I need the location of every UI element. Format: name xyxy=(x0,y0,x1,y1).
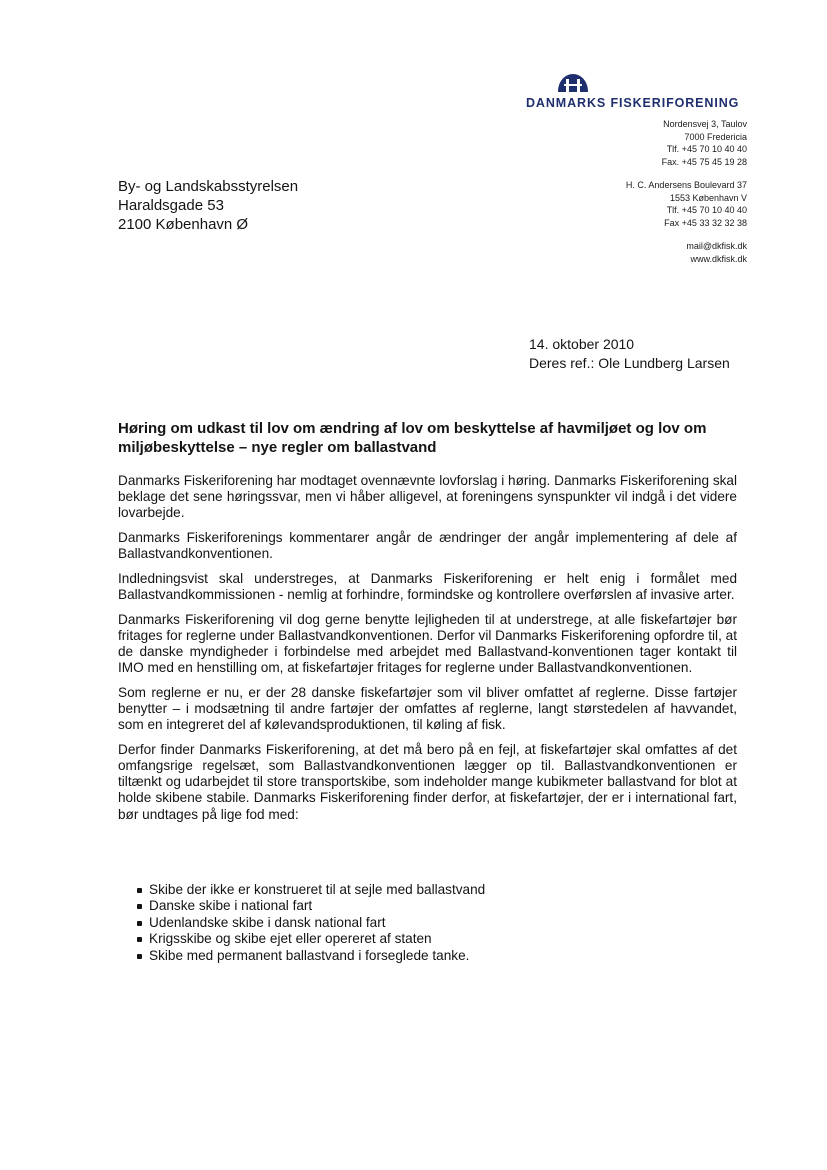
anchor-boat-icon xyxy=(556,72,590,94)
reference-line: Deres ref.: Ole Lundberg Larsen xyxy=(529,355,730,371)
list-item: Danske skibe i national fart xyxy=(137,898,737,914)
sender-address-copenhagen xyxy=(626,179,747,229)
body-paragraph: Danmarks Fiskeriforening har modtaget ovennævnte lovforslag i høring. Danmarks Fiskeriforening skal beklage det sene høringssvar, men vi håber alligevel, at foreningens synspunkter vil indgå i det videre lovarbejde. xyxy=(118,473,737,521)
list-item: Skibe der ikke er konstrueret til at sejle med ballastvand xyxy=(137,882,737,898)
address-line: Fax +45 33 32 32 38 xyxy=(664,217,747,228)
recipient-line: Haraldsgade 53 xyxy=(118,197,224,214)
body-paragraph: Danmarks Fiskeriforenings kommentarer angår de ændringer der angår implementering af dele af Ballastvandkonventionen. xyxy=(118,530,737,562)
list-item: Udenlandske skibe i dansk national fart xyxy=(137,915,737,931)
address-line: H. C. Andersens Boulevard 37 xyxy=(625,180,747,190)
address-line: Tlf. +45 70 10 40 40 xyxy=(666,205,747,215)
address-line: Fax. +45 75 45 19 28 xyxy=(661,156,747,167)
recipient-address xyxy=(118,177,298,234)
email-address: mail@dkfisk.dk xyxy=(686,241,747,251)
website-address: www.dkfisk.dk xyxy=(690,253,747,264)
letter-title: Høring om udkast til lov om ændring af lov om beskyttelse af havmiljøet og lov om miljøbeskyttelse – nye regler om ballastvand xyxy=(118,420,707,456)
letter-body xyxy=(118,473,737,831)
sender-address-taulov xyxy=(662,118,747,168)
address-line: 1553 København V xyxy=(669,192,747,203)
address-line: 7000 Fredericia xyxy=(684,131,747,142)
letterhead-logo xyxy=(526,72,751,110)
body-paragraph: Derfor finder Danmarks Fiskeriforening, at det må bero på en fejl, at fiskefartøjer skal omfattes af det omfangsrige regelsæt, som Ballastvandkonventionen lægger op til. Ballastvandkonventionen er tiltænkt og udarbejdet til store transportskibe, som indeholder mange kubikmeter ballastvand for blot at holde skibene stabile. Danmarks Fiskeriforening finder derfor, at fiskefartøjer, der er i international fart, bør undtages på lige fod med: xyxy=(118,741,737,822)
exemption-list xyxy=(137,882,737,964)
date-block xyxy=(529,335,730,373)
sender-contact xyxy=(686,240,747,265)
body-paragraph: Som reglerne er nu, er der 28 danske fiskefartøjer som vil bliver omfattet af reglerne. Disse fartøjer benytter – i modsætning til andre fartøjer der omfattes af reglerne, langt størstedelen af havvandet, som en integreret del af kølevandsproduktionen, til køling af fisk. xyxy=(118,684,737,733)
organization-name: DANMARKS FISKERIFORENING xyxy=(526,96,740,110)
recipient-line: By- og Landskabsstyrelsen xyxy=(118,178,299,195)
letter-date: 14. oktober 2010 xyxy=(529,336,635,352)
body-paragraph: Indledningsvist skal understreges, at Danmarks Fiskeriforening er helt enig i formålet med Ballastvandkommissionen - nemlig at forhindre, formindske og kontrollere overførslen af invasive arter. xyxy=(118,570,737,602)
body-paragraph: Danmarks Fiskeriforening vil dog gerne benytte lejligheden til at understrege, at alle fiskefartøjer bør fritages for reglerne under Ballastvandkonventionen. Derfor vil Danmarks Fiskeriforening opfordre til, at de danske myndigheder i forbindelse med arbejdet med Ballastvand-konventionen tager kontakt til IMO med en henstilling om, at fiskefartøjer fritages for reglerne under Ballastvandkonventionen. xyxy=(118,611,737,676)
address-line: Tlf. +45 70 10 40 40 xyxy=(666,144,747,154)
list-item: Krigsskibe og skibe ejet eller opereret af staten xyxy=(137,931,737,947)
address-line: Nordensvej 3, Taulov xyxy=(663,119,747,129)
list-item: Skibe med permanent ballastvand i forseglede tanke. xyxy=(137,948,737,964)
recipient-line: 2100 København Ø xyxy=(118,216,249,233)
